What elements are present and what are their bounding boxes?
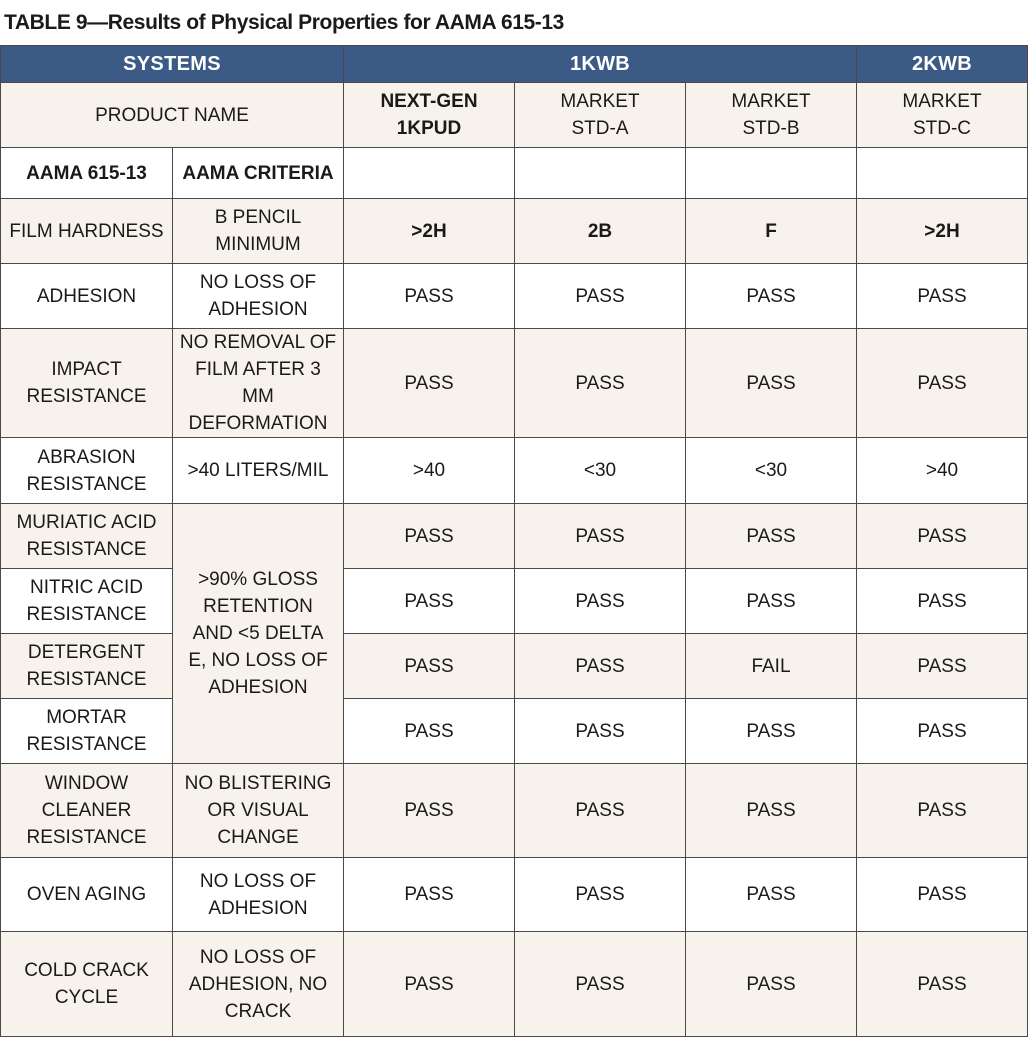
- cell-line: STD-B: [742, 118, 800, 139]
- result-cell: PASS: [344, 858, 515, 932]
- cell-line: NO LOSS OF: [199, 870, 317, 892]
- cell-line: ABRASION: [37, 446, 136, 468]
- cell-line: AND <5 DELTA: [192, 623, 324, 644]
- result-cell: PASS: [857, 699, 1028, 764]
- cell-line: ADHESION: [208, 677, 308, 698]
- cell-line: CHANGE: [217, 827, 299, 848]
- cell-line: NITRIC ACID: [30, 577, 143, 598]
- cell-line: ADHESION: [208, 897, 308, 919]
- systems-header: SYSTEMS: [1, 46, 344, 83]
- cell-line: >90% GLOSS: [198, 569, 318, 590]
- result-cell: FAIL: [686, 634, 857, 699]
- group-1kwb-header: 1KWB: [344, 46, 857, 83]
- criteria-cell: [173, 264, 344, 329]
- cell-line: WINDOW CLEANER: [41, 773, 132, 821]
- result-cell: PASS: [515, 634, 686, 699]
- cell-line: RESISTANCE: [26, 386, 147, 407]
- cell-line: >40 LITERS/MIL: [187, 460, 329, 481]
- aama-615-13-header: AAMA 615-13: [1, 148, 173, 199]
- result-cell: PASS: [344, 764, 515, 858]
- test-name-cell: [1, 569, 173, 634]
- group-2kwb-header: 2KWB: [857, 46, 1028, 83]
- cell-line: NO LOSS OF: [199, 272, 317, 293]
- results-row: [1, 504, 1028, 569]
- result-cell: PASS: [515, 932, 686, 1037]
- product-name-row: [1, 83, 1028, 148]
- cell-line: CRACK: [224, 1000, 292, 1022]
- result-cell: PASS: [686, 764, 857, 858]
- product-market-std-c: [857, 83, 1028, 148]
- results-row: [1, 438, 1028, 504]
- shared-criteria-cell: [173, 504, 344, 764]
- empty-cell: [857, 148, 1028, 199]
- result-cell: PASS: [515, 764, 686, 858]
- result-cell: PASS: [857, 764, 1028, 858]
- empty-cell: [344, 148, 515, 199]
- test-name-cell: [1, 504, 173, 569]
- result-cell: PASS: [515, 569, 686, 634]
- results-row: [1, 199, 1028, 264]
- criteria-header-row: [1, 148, 1028, 199]
- result-cell: >2H: [344, 199, 515, 264]
- result-cell: PASS: [344, 932, 515, 1037]
- criteria-cell: [173, 329, 344, 438]
- criteria-cell: [173, 764, 344, 858]
- cell-line: RESISTANCE: [26, 604, 147, 625]
- result-cell: PASS: [344, 329, 515, 438]
- cell-line: DETERGENT: [27, 642, 146, 663]
- result-cell: PASS: [515, 329, 686, 438]
- result-cell: >40: [344, 438, 515, 504]
- results-row: [1, 699, 1028, 764]
- result-cell: >2H: [857, 199, 1028, 264]
- result-cell: PASS: [515, 264, 686, 329]
- cell-line: OVEN AGING: [26, 884, 147, 905]
- cell-line: MURIATIC ACID: [16, 512, 157, 533]
- results-row: [1, 764, 1028, 858]
- cell-line: MARKET: [731, 91, 811, 112]
- result-cell: PASS: [686, 264, 857, 329]
- cell-line: NO REMOVAL OF: [179, 332, 337, 353]
- cell-line: CYCLE: [54, 987, 119, 1008]
- cell-line: STD-A: [571, 118, 629, 139]
- result-cell: PASS: [344, 634, 515, 699]
- result-cell: PASS: [686, 504, 857, 569]
- cell-line: COLD CRACK: [24, 960, 149, 981]
- results-row: [1, 932, 1028, 1037]
- result-cell: PASS: [686, 858, 857, 932]
- cell-line: MORTAR: [46, 707, 127, 728]
- result-cell: PASS: [686, 699, 857, 764]
- result-cell: PASS: [686, 569, 857, 634]
- product-market-std-a: [515, 83, 686, 148]
- results-row: [1, 569, 1028, 634]
- result-cell: PASS: [857, 329, 1028, 438]
- cell-line: ADHESION: [208, 299, 308, 320]
- test-name-cell: [1, 699, 173, 764]
- result-cell: PASS: [344, 264, 515, 329]
- product-name-label: PRODUCT NAME: [1, 83, 344, 148]
- cell-line: STD-C: [912, 118, 972, 139]
- result-cell: PASS: [857, 264, 1028, 329]
- result-cell: PASS: [515, 504, 686, 569]
- result-cell: <30: [686, 438, 857, 504]
- test-name-cell: [1, 764, 173, 858]
- cell-line: NO LOSS OF: [199, 946, 317, 968]
- cell-line: E, NO LOSS OF: [188, 650, 328, 671]
- cell-line: RESISTANCE: [26, 669, 147, 690]
- cell-line: ADHESION: [36, 285, 137, 307]
- test-name-cell: [1, 932, 173, 1037]
- result-cell: PASS: [515, 858, 686, 932]
- aama-criteria-header: AAMA CRITERIA: [173, 148, 344, 199]
- result-cell: <30: [515, 438, 686, 504]
- result-cell: PASS: [344, 699, 515, 764]
- result-cell: 2B: [515, 199, 686, 264]
- test-name-cell: [1, 858, 173, 932]
- empty-cell: [686, 148, 857, 199]
- cell-line: OR VISUAL: [207, 800, 309, 821]
- cell-line: RESISTANCE: [26, 539, 147, 560]
- cell-line: FILM AFTER 3 MM: [195, 359, 321, 407]
- result-cell: PASS: [857, 858, 1028, 932]
- cell-line: B PENCIL: [214, 207, 302, 228]
- result-cell: >40: [857, 438, 1028, 504]
- criteria-cell: [173, 858, 344, 932]
- test-name-cell: [1, 329, 173, 438]
- cell-line: FILM HARDNESS: [9, 220, 164, 242]
- result-cell: PASS: [857, 504, 1028, 569]
- result-cell: PASS: [686, 932, 857, 1037]
- result-cell: PASS: [857, 569, 1028, 634]
- product-next-gen-1kpud: NEXT-GEN 1KPUD: [344, 83, 515, 148]
- result-cell: PASS: [515, 699, 686, 764]
- test-name-cell: [1, 634, 173, 699]
- result-cell: PASS: [344, 569, 515, 634]
- test-name-cell: [1, 438, 173, 504]
- cell-line: RESISTANCE: [26, 734, 147, 755]
- criteria-cell: [173, 438, 344, 504]
- table-title: TABLE 9—Results of Physical Properties for AAMA 615-13: [4, 11, 564, 34]
- cell-line: NO BLISTERING: [184, 773, 332, 794]
- test-name-cell: [1, 264, 173, 329]
- result-cell: F: [686, 199, 857, 264]
- criteria-cell: [173, 199, 344, 264]
- test-name-cell: [1, 199, 173, 264]
- results-row: [1, 634, 1028, 699]
- cell-line: RESISTANCE: [26, 827, 147, 848]
- cell-line: IMPACT: [51, 359, 122, 380]
- cell-line: RETENTION: [203, 596, 313, 617]
- criteria-cell: [173, 932, 344, 1037]
- result-cell: PASS: [857, 634, 1028, 699]
- cell-line: DEFORMATION: [188, 413, 328, 434]
- cell-line: RESISTANCE: [26, 473, 147, 495]
- result-cell: PASS: [857, 932, 1028, 1037]
- product-market-std-b: [686, 83, 857, 148]
- cell-line: MARKET: [560, 91, 640, 112]
- results-row: [1, 329, 1028, 438]
- results-table: [0, 45, 1028, 1037]
- result-cell: PASS: [344, 504, 515, 569]
- result-cell: PASS: [686, 329, 857, 438]
- results-row: [1, 858, 1028, 932]
- cell-line: ADHESION, NO: [188, 973, 328, 995]
- cell-line: MINIMUM: [215, 234, 301, 255]
- systems-header-row: [1, 46, 1028, 83]
- empty-cell: [515, 148, 686, 199]
- results-row: [1, 264, 1028, 329]
- cell-line: MARKET: [902, 91, 982, 112]
